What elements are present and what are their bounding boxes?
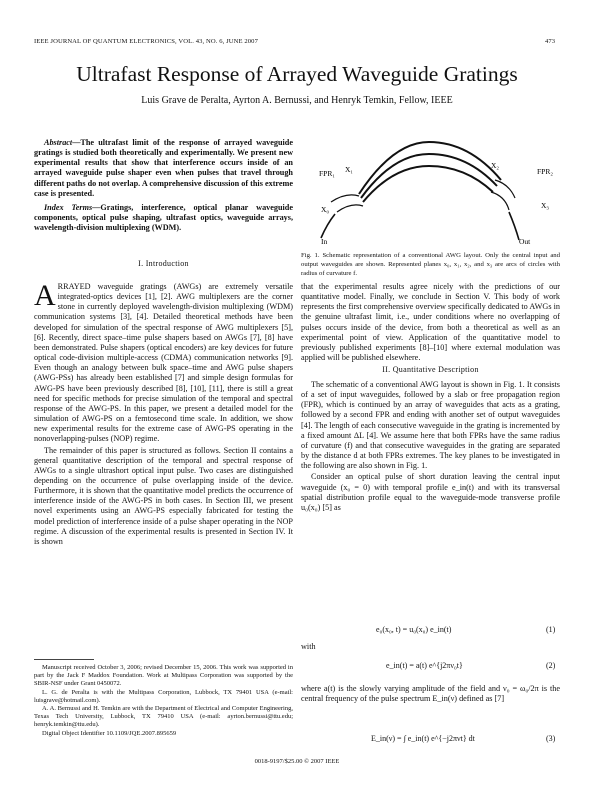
page-number: 473 [545, 38, 556, 45]
abstract-label: Abstract [44, 138, 73, 147]
label-in: In [321, 237, 328, 246]
label-x0: X₀ [321, 205, 330, 214]
label-x2: X₂ [491, 161, 500, 170]
figure-1 [301, 132, 560, 250]
fpr1-arc-outer [331, 195, 359, 202]
equation-1-number: (1) [546, 625, 556, 634]
section2-body [301, 380, 560, 513]
label-out: Out [519, 237, 531, 246]
equation-3-number: (3) [546, 734, 556, 743]
word-with: with [301, 642, 316, 651]
section2-paragraph-1: The schematic of a conventional AWG layout is shown in Fig. 1. It consists of a set of input waveguides, followed by a slab or free propagation region (FPR), which is continued by an array of waveguides that acts as a grating, followed by a second FPR and ending with another set of output waveguides [4]. The length of each consecutive waveguide in the grating is incremented by a fixed amount ΔL [4]. We assume here that both FPRs have the same radius of curvature (f) and that consecutive waveguides in the grating are separated by the distance d at both FPRs extremes. The key planes to be investigated in the following are also shown in Fig. 1. [301, 380, 560, 471]
intro-paragraph-1 [34, 279, 293, 445]
footnote-author1: L. G. de Peralta is with the Multipass Corporation, Lubbock, TX 79401 USA (e-mail: luisgrave@hotmail.com). [34, 688, 293, 704]
right-column-top [301, 282, 560, 363]
footnote-doi: Digital Object Identifier 10.1109/JQE.2007.895659 [42, 729, 177, 737]
array-waveguide-1 [359, 142, 501, 194]
drop-cap: A [34, 279, 56, 312]
footnotes [34, 664, 293, 738]
equation-1: e₀(x₀, t) = u₀(x₀) e_in(t) [376, 625, 452, 634]
fpr1-arc-inner [337, 205, 363, 212]
label-x1: X₁ [345, 165, 354, 174]
label-fpr2: FPR₂ [537, 167, 553, 176]
label-x3: X₃ [541, 201, 550, 210]
introduction-body [34, 279, 293, 547]
input-waveguide [321, 214, 335, 238]
footnote-author2: A. A. Bernussi and H. Temkin are with the Department of Electrical and Computer Engineering, Texas Tech University, Lubbock, TX 79410 USA (e-mail: ayrton.bernussi@ttu.edu; henryk.temkin@ttu.edu). [34, 705, 293, 729]
equation-2-number: (2) [546, 661, 556, 670]
equation-3: E_in(ν) = ∫ e_in(t) e^{−j2πνt} dt [371, 734, 475, 743]
intro-paragraph-2: The remainder of this paper is structured as follows. Section II contains a general quantitative description of the temporal and spectral response of AWGs to a single ultrashort optical input pulse. Two cases are distinguished depending on the occurrence of pulse overlapping inside of the device. Furthermore, it is shown that the quantitative model predicts the occurrence of interference inside of the AWG-PS in both cases. In Section III, we present novel experiments using an AWG-PS especially fabricated for testing the model prediction of interference inside of a pulse shaper operating in the NOP regime. A discussion of the experimental results is presented in Section IV. It is shown [34, 445, 293, 546]
copyright-line: 0018-9197/$25.00 © 2007 IEEE [254, 758, 340, 765]
output-waveguide [509, 212, 519, 240]
array-waveguide-2 [361, 154, 500, 198]
index-terms [34, 203, 293, 233]
index-terms-label: Index Terms [44, 202, 93, 212]
author-list: Luis Grave de Peralta, Ayrton A. Bernussi, and Henryk Temkin, Fellow, IEEE [141, 95, 453, 106]
footnote-received: Manuscript received October 3, 2006; revised December 15, 2006. This work was supported in part by the Jack F Maddox Foundation. Work at Multipass Corporation was supported by the SBIR-NSF under Grant 0450072. [34, 664, 293, 688]
label-fpr1: FPR₁ [319, 169, 335, 178]
intro-continuation: that the experimental results agree nicely with the predictions of our quantitative model. Finally, we conclude in Section V. This body of work represents the first comprehensive overview specifically dedicated to AWGs in the genuine ultrafast limit, i.e., under conditions where no overlapping of pulses occurs inside of the device, from both a theoretical as well as an experimental point of view. Application of the quantitative model to previously published experiments [8]–[10] where external modulation was applied will be published elsewhere. [301, 282, 560, 363]
intro-paragraph-1-text: RRAYED waveguide gratings (AWGs) are extremely versatile integrated-optics devices [1], [2]. AWG multiplexers are the corner stone in currently deployed wavelength-division multiplexing (WDM) communication systems [3], [4]. Detailed theoretical methods have been developed for simulation of the spectral response of AWG multiplexers [5], [6]. Recently, direct space–time pulse shapers based on AWGs [7], [8] have been demonstrated. Pulse shapers (optical encoders) are key devices for future optical code-division multiple-access (CDMA) communication networks [9]. Even though an analogy between bulk space–time and AWG pulse shapers (AWG-PSs) has already been established [7] and simple design formulas for AWG-PS have been previously described [8], [10], [11], there is still a great need for specific methods for precise simulation of the temporal and spectral response of the AWG-PS. In this paper, we present a detailed model for the simulation of AWG-PS on a femtosecond time scale. In addition, we show new experimental results for the extreme case of AWG-PS operating in the nonoverlapping-pulses (NOP) regime. [34, 282, 293, 444]
fpr2-arc-inner [491, 192, 509, 210]
section2-paragraph-2: Consider an optical pulse of short duration leaving the central input waveguide (x₀ = 0) with temporal profile e_in(t) and with its transversal spatial distribution profile equal to the waveguide-mode transverse profile u₀(x₀) [5] as [301, 472, 560, 512]
footnote-rule [34, 659, 94, 660]
index-terms-text: —Gratings, interference, optical planar waveguide components, optical pulse shaping, ultrafast optics, waveguide arrays, wavelength-division multiplexing (WDM). [34, 202, 293, 233]
abstract [34, 138, 293, 199]
abstract-block [34, 138, 293, 233]
paper-title: Ultrafast Response of Arrayed Waveguide Gratings [76, 62, 518, 86]
abstract-text: —The ultrafast limit of the response of arrayed waveguide gratings is studied both theoretically and experimentally. We present new experimental results that show that interference occurs inside of an arrayed waveguide pulse shaper even when pulses that travel through different paths do not overlap. A comprehensive discussion of this extreme case is presented. [34, 138, 293, 198]
journal-header: IEEE JOURNAL OF QUANTUM ELECTRONICS, VOL. 43, NO. 6, JUNE 2007 [34, 38, 258, 45]
section-heading-introduction: I. Introduction [138, 259, 189, 268]
awg-schematic [301, 132, 560, 250]
section2-paragraph-3: where a(t) is the slowly varying amplitude of the field and ν₀ = ω₀/2π is the central frequency of the pulse spectrum E_in(ν) defined as [7] [301, 684, 560, 704]
section2-paragraph-3-wrap [301, 684, 560, 704]
figure-1-caption: Fig. 1. Schematic representation of a conventional AWG layout. Only the central input and output waveguides are shown. Represented planes x₀, x₁, x₂, and x₃ are arcs of circles with radius of curvature f. [301, 252, 560, 277]
equation-2: e_in(t) = a(t) e^{j2πν₀t} [386, 661, 463, 670]
section-heading-quantitative: II. Quantitative Description [382, 365, 479, 374]
array-waveguide-3 [363, 166, 493, 202]
